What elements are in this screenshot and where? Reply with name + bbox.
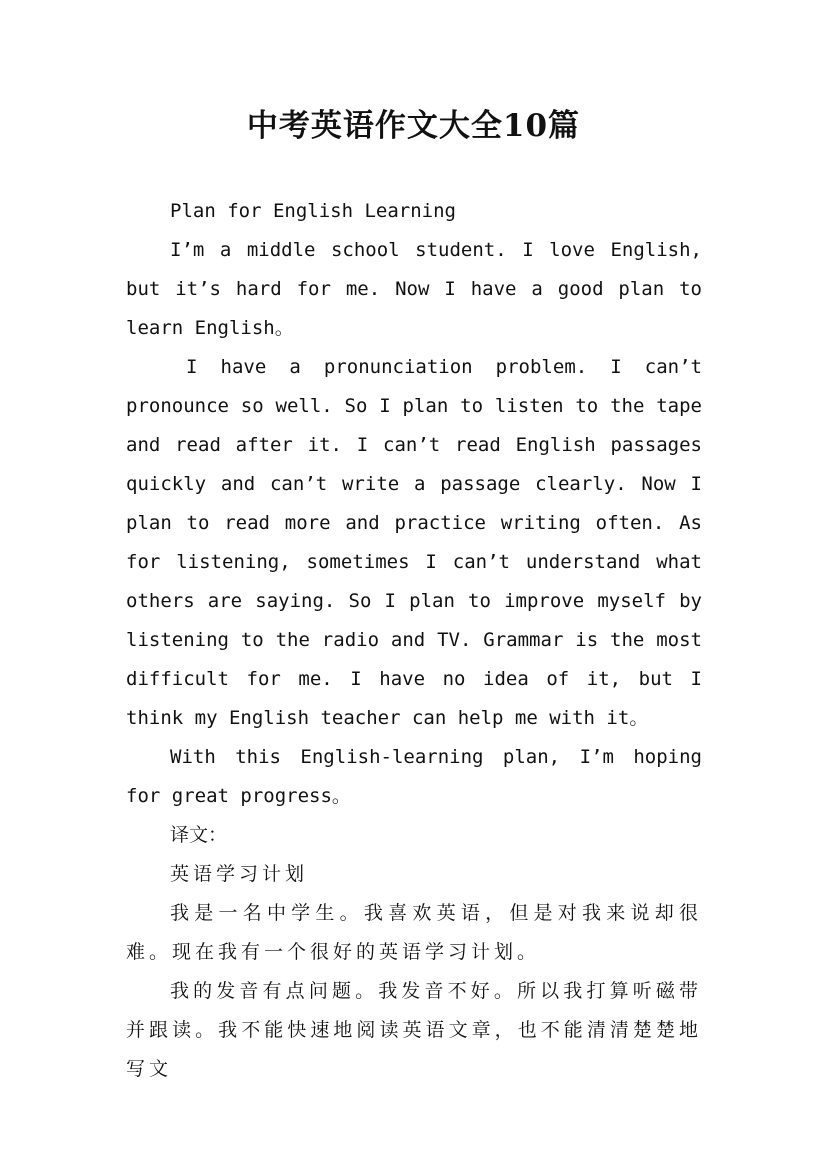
translation-heading: 英语学习计划 (170, 863, 309, 885)
essay-heading: Plan for English Learning (170, 200, 456, 222)
translation-paragraph-plan: 我的发音有点问题。我发音不好。所以我打算听磁带并跟读。我不能快速地阅读英语文章，也不能清清楚楚地写文 (126, 980, 702, 1080)
paragraph-plan: I have a pronunciation problem. I can’t pronounce so well. So I plan to listen to the tape and read after it. I can’t read English passages quickly and can’t write a passage clearly. Now I plan to read more and practice writing often. As for listening, sometimes I can’t understand what others are saying. So I plan to improve myself by listening to the radio and TV. Grammar is the most difficult for me. I have no idea of it, but I think my English teacher can help me with it。 (126, 356, 702, 729)
document-body (126, 192, 702, 1089)
paragraph-conclusion: With this English-learning plan, I’m hoping for great progress。 (126, 746, 702, 807)
translation-paragraph-intro: 我是一名中学生。我喜欢英语，但是对我来说却很难。现在我有一个很好的英语学习计划。 (126, 902, 702, 963)
document-title: 中考英语作文大全10篇 (246, 108, 581, 144)
paragraph-intro: I’m a middle school student. I love English, but it’s hard for me. Now I have a good plan to learn English。 (126, 239, 702, 339)
translation-label: 译文： (170, 824, 228, 846)
